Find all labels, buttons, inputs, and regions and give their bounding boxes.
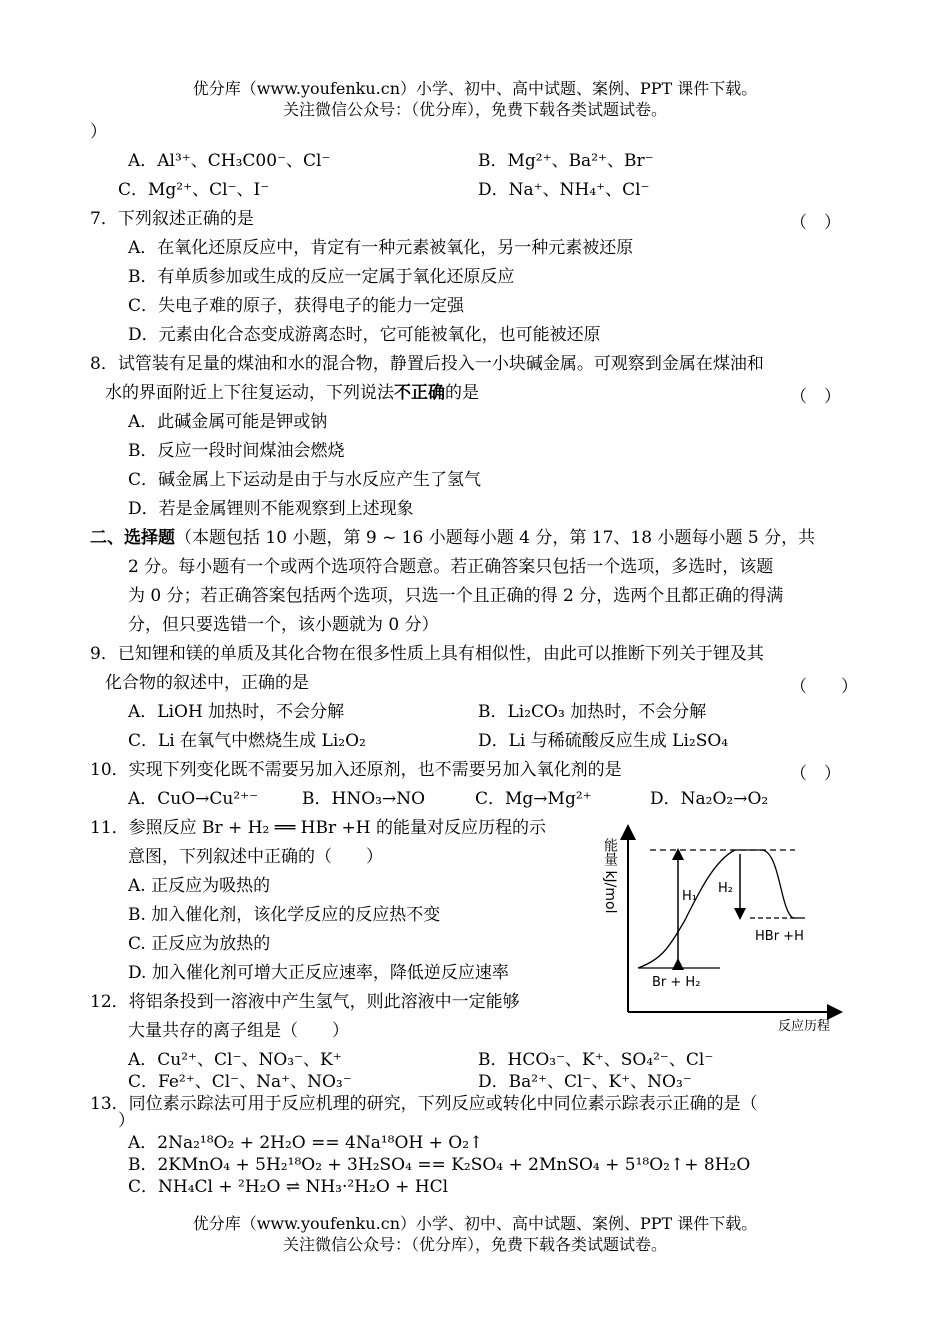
q8-option-c: C．碱金属上下运动是由于与水反应产生了氢气 [128,470,482,490]
q9-option-a: A．LiOH 加热时，不会分解 [128,702,345,722]
q7-answer-paren: （ ） [790,213,841,233]
x-axis-label: 反应历程 [778,1019,831,1034]
q10-stem: 10．实现下列变化既不需要另加入还原剂，也不需要另加入氧化剂的是 [90,760,622,780]
q6-option-c: C．Mg²⁺、Cl⁻、I⁻ [118,180,270,200]
q13-stem-line2: ） [118,1111,135,1131]
q11-option-b: B. 加入催化剂，该化学反应的反应热不变 [128,905,441,925]
energy-curve [638,850,805,968]
q10-option-b: B．HNO₃→NO [302,789,426,809]
section2-title: 二、选择题 [90,528,175,548]
q13-option-c: C．NH₄Cl + ²H₂O ⇌ NH₃·²H₂O + HCl [128,1177,449,1197]
q10-option-c: C．Mg→Mg²⁺ [475,789,592,809]
q8-stem-line2 [105,382,479,404]
q7-option-b: B．有单质参加或生成的反应一定属于氧化还原反应 [128,267,515,287]
q8-stem-part3: 的是 [445,383,479,403]
q7-option-d: D．元素由化合态变成游离态时，它可能被氧化，也可能被还原 [128,325,601,345]
q13-option-b: B．2KMnO₄ + 5H₂¹⁸O₂ + 3H₂SO₄ == K₂SO₄ + 2MnSO₄ + 5¹⁸O₂↑+ 8H₂O [128,1155,751,1175]
q8-stem-part1: 水的界面附近上下往复运动，下列说法 [105,383,394,403]
q9-option-c: C．Li 在氧气中燃烧生成 Li₂O₂ [128,731,366,751]
section2-line4: 分，但只要选错一个，该小题就为 0 分） [128,615,439,635]
q7-option-a: A．在氧化还原反应中，肯定有一种元素被氧化，另一种元素被还原 [128,238,634,258]
q8-option-a: A．此碱金属可能是钾或钠 [128,412,328,432]
q8-answer-paren: （ ） [790,387,841,407]
y-axis-label [602,837,618,913]
q13-stem-line1: 13．同位素示踪法可用于反应机理的研究，下列反应或转化中同位素示踪表示正确的是（ [90,1094,758,1114]
section2-line1 [90,527,815,549]
products-label: HBr +H [755,929,804,944]
h1-label: H₁ [682,889,697,904]
q6-option-a: A．Al³⁺、CH₃C00⁻、Cl⁻ [128,151,331,171]
q11-stem-line2: 意图，下列叙述中正确的（ ） [128,847,383,867]
y-axis-label-text: 能量 kJ/mol [602,838,618,914]
q8-option-b: B．反应一段时间煤油会燃烧 [128,441,345,461]
q6-option-d: D．Na⁺、NH₄⁺、Cl⁻ [478,180,650,200]
q8-stem-line1: 8．试管装有足量的煤油和水的混合物，静置后投入一小块碱金属。可观察到金属在煤油和 [90,354,764,374]
q12-stem-line1: 12．将铝条投到一溶液中产生氢气，则此溶液中一定能够 [90,992,520,1012]
q12-option-a: A．Cu²⁺、Cl⁻、NO₃⁻、K⁺ [128,1050,342,1070]
q12-option-d: D．Ba²⁺、Cl⁻、K⁺、NO₃⁻ [478,1072,692,1092]
q12-option-c: C．Fe²⁺、Cl⁻、Na⁺、NO₃⁻ [128,1072,352,1092]
q9-answer-paren: （ ） [790,677,858,697]
q8-emphasis: 不正确 [394,383,445,403]
header-line-1: 优分库（www.youfenku.cn）小学、初中、高中试题、案例、PPT 课件下载。 [192,79,758,98]
q6-tail: ） [90,122,107,142]
q13-option-a: A．2Na₂¹⁸O₂ + 2H₂O == 4Na¹⁸OH + O₂↑ [128,1133,484,1153]
q12-option-b: B．HCO₃⁻、K⁺、SO₄²⁻、Cl⁻ [478,1050,714,1070]
q10-option-a: A．CuO→Cu²⁺⁻ [128,789,259,809]
q10-answer-paren: （ ） [790,764,841,784]
header-line-2: 关注微信公众号：（优分库），免费下载各类试题试卷。 [282,100,667,119]
q12-stem-line2: 大量共存的离子组是（ ） [128,1021,349,1041]
q9-option-d: D．Li 与稀硫酸反应生成 Li₂SO₄ [478,731,729,751]
q11-option-c: C. 正反应为放热的 [128,934,271,954]
q9-option-b: B．Li₂CO₃ 加热时，不会分解 [478,702,707,722]
q9-stem-line2: 化合物的叙述中，正确的是 [105,673,309,693]
h2-label: H₂ [718,881,733,896]
section2-intro: （本题包括 10 小题，第 9 ~ 16 小题每小题 4 分，第 17、18 小题每小题 5 分，共 [175,528,816,548]
q7-stem: 7．下列叙述正确的是 [90,209,254,229]
q10-option-d: D．Na₂O₂→O₂ [650,789,769,809]
energy-diagram [590,820,850,1035]
footer-line-2: 关注微信公众号：（优分库），免费下载各类试题试卷。 [282,1235,667,1254]
q11-option-a: A. 正反应为吸热的 [128,876,271,896]
q6-option-b: B．Mg²⁺、Ba²⁺、Br⁻ [478,151,654,171]
section2-line3: 为 0 分；若正确答案包括两个选项，只选一个且正确的得 2 分，选两个且都正确的得满 [128,586,784,606]
q11-option-d: D. 加入催化剂可增大正反应速率，降低逆反应速率 [128,963,509,983]
q8-option-d: D．若是金属锂则不能观察到上述现象 [128,499,414,519]
q9-stem-line1: 9．已知锂和镁的单质及其化合物在很多性质上具有相似性，由此可以推断下列关于锂及其 [90,644,764,664]
footer-line-1: 优分库（www.youfenku.cn）小学、初中、高中试题、案例、PPT 课件下载。 [192,1214,758,1233]
q7-option-c: C．失电子难的原子，获得电子的能力一定强 [128,296,465,316]
section2-line2: 2 分。每小题有一个或两个选项符合题意。若正确答案只包括一个选项，多选时，该题 [128,557,774,577]
q11-stem-line1: 11．参照反应 Br + H₂ ══ HBr +H 的能量对反应历程的示 [90,818,546,838]
reactants-label: Br + H₂ [652,975,701,990]
